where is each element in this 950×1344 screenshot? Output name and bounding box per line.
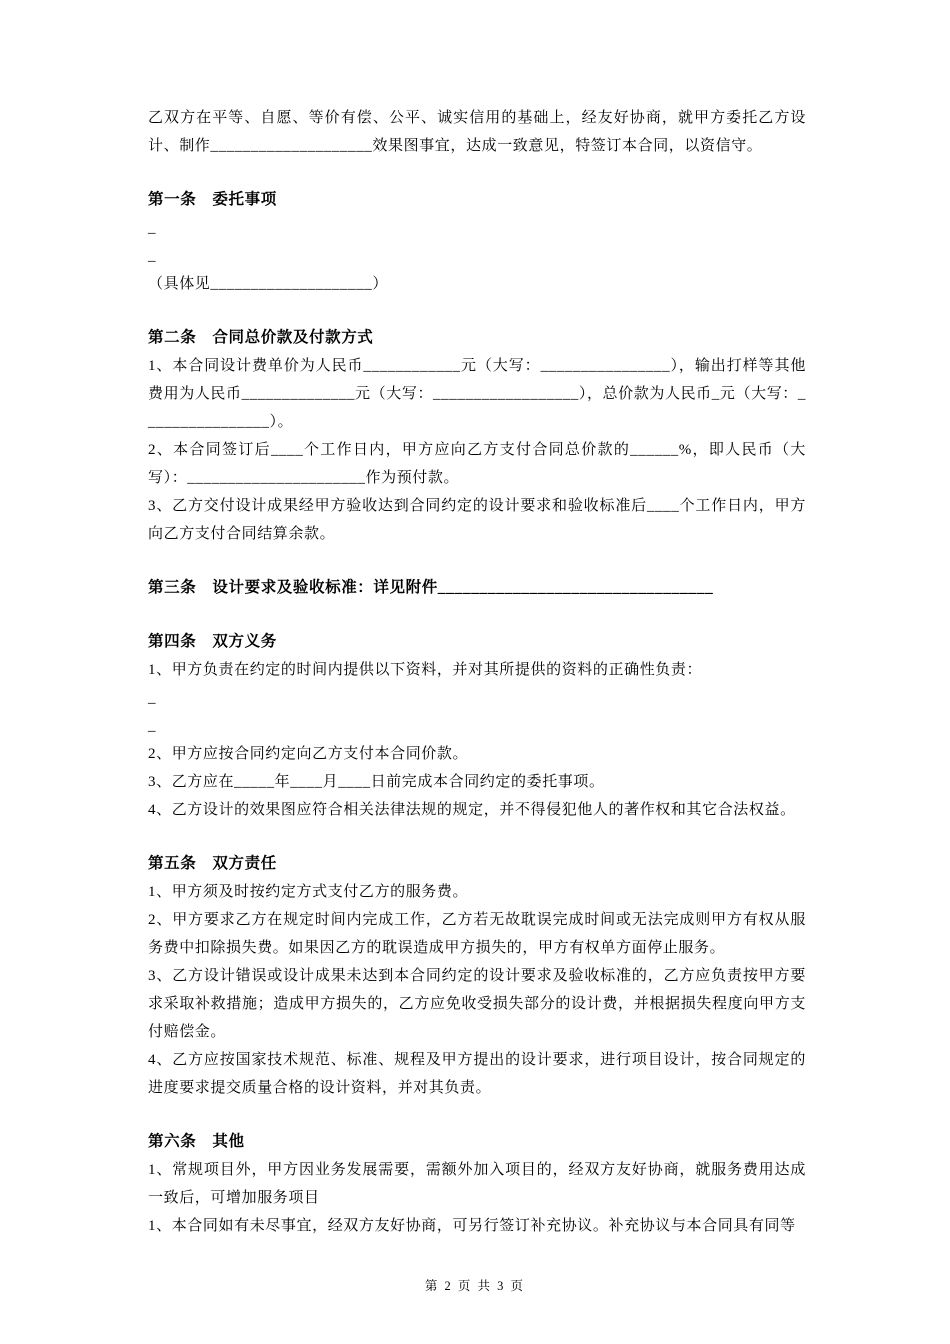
document-content xyxy=(148,104,806,1254)
paragraph: _ xyxy=(148,248,157,264)
paragraph: 2、甲方应按合同约定向乙方支付本合同价款。 xyxy=(148,746,469,762)
section-heading: 第六条 其他 xyxy=(148,1133,245,1150)
paragraph: _ xyxy=(148,690,157,706)
paragraph: 1、甲方须及时按约定方式支付乙方的服务费。 xyxy=(148,884,469,900)
paragraph: 3、乙方应在_____年____月____日前完成本合同约定的委托事项。 xyxy=(148,774,605,790)
paragraph: 乙双方在平等、自愿、等价有偿、公平、诚实信用的基础上，经友好协商，就甲方委托乙方设计、制作____________________效果图事宜，达成一致意见，特签订本合同，以资信守。 xyxy=(148,110,806,154)
paragraph: 1、甲方负责在约定的时间内提供以下资料，并对其所提供的资料的正确性负责： xyxy=(148,662,703,678)
section-heading: 第一条 委托事项 xyxy=(148,191,277,208)
paragraph: _ xyxy=(148,718,157,734)
paragraph: （具体见____________________） xyxy=(148,276,389,292)
paragraph: 4、乙方应按国家技术规范、标准、规程及甲方提出的设计要求，进行项目设计，按合同规定的进度要求提交质量合格的设计资料，并对其负责。 xyxy=(148,1052,806,1096)
paragraph: 4、乙方设计的效果图应符合相关法律法规的规定，并不得侵犯他人的著作权和其它合法权益。 xyxy=(148,802,796,818)
paragraph: 1、本合同如有未尽事宜，经双方友好协商，可另行签订补充协议。补充协议与本合同具有同等 xyxy=(148,1218,796,1234)
section-heading: 第四条 双方义务 xyxy=(148,633,277,650)
paragraph: 2、甲方要求乙方在规定时间内完成工作，乙方若无故耽误完成时间或无法完成则甲方有权从服务费中扣除损失费。如果因乙方的耽误造成甲方损失的，甲方有权单方面停止服务。 xyxy=(148,912,806,956)
paragraph: 2、本合同签订后____个工作日内，甲方应向乙方支付合同总价款的______%，即人民币（大写）：______________________作为预付款。 xyxy=(148,442,806,486)
section-heading: 第五条 双方责任 xyxy=(148,855,277,872)
paragraph: 1、本合同设计费单价为人民币____________元（大写：________________），输出打样等其他费用为人民币______________元（大写：__________________），总价款为人民币_元（大写：________________）。 xyxy=(148,358,806,430)
paragraph: 1、常规项目外，甲方因业务发展需要，需额外加入项目的，经双方友好协商，就服务费用达成一致后，可增加服务项目 xyxy=(148,1162,806,1206)
page-footer xyxy=(0,1276,950,1294)
paragraph: _ xyxy=(148,220,157,236)
page-number-text: 第 2 页 共 3 页 xyxy=(424,1279,526,1293)
section-heading: 第三条 设计要求及验收标准：详见附件_________________________________ xyxy=(148,579,714,596)
paragraph: 3、乙方设计错误或设计成果未达到本合同约定的设计要求及验收标准的，乙方应负责按甲方要求采取补救措施；造成甲方损失的，乙方应免收受损失部分的设计费，并根据损失程度向甲方支付赔偿金。 xyxy=(148,968,806,1040)
section-heading: 第二条 合同总价款及付款方式 xyxy=(148,329,374,346)
paragraph: 3、乙方交付设计成果经甲方验收达到合同约定的设计要求和验收标准后____个工作日内，甲方向乙方支付合同结算余款。 xyxy=(148,498,806,542)
